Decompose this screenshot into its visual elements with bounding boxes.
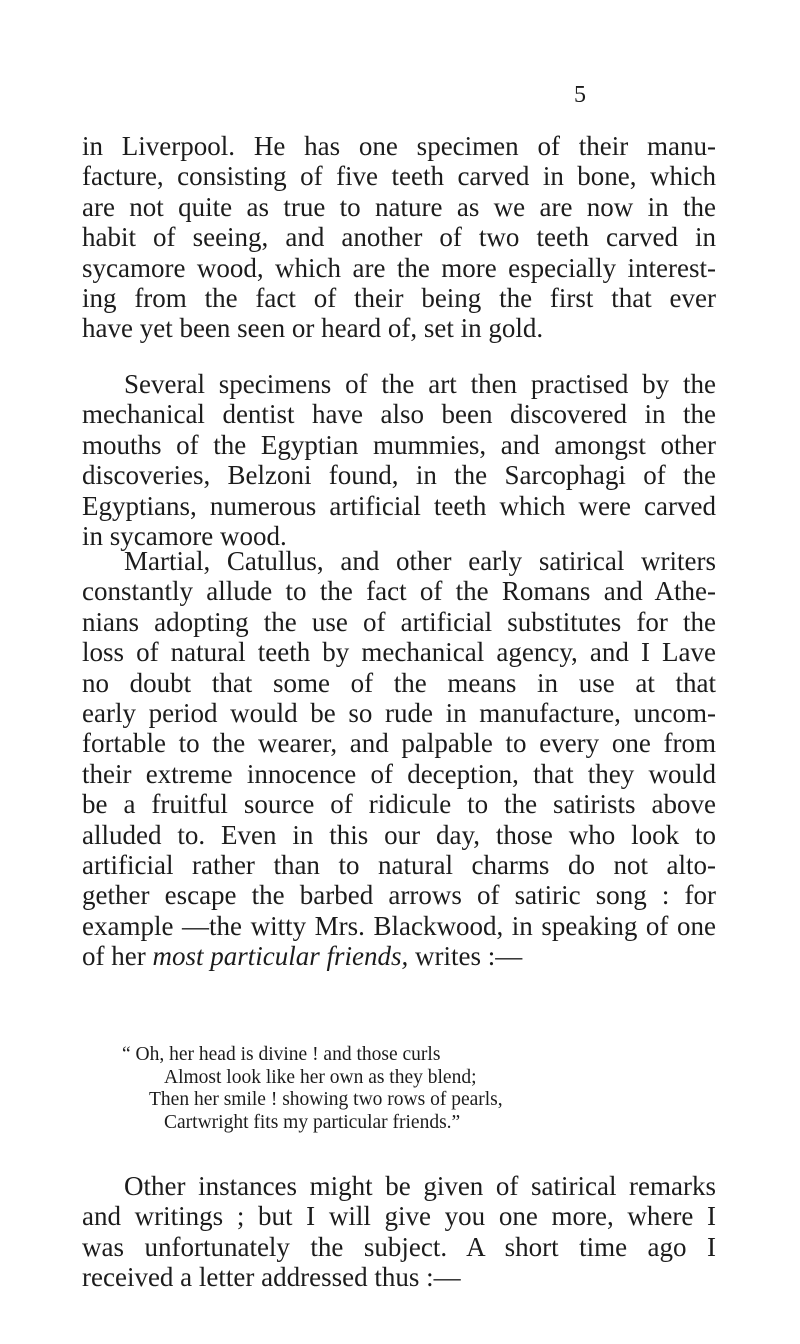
text-line: have yet been seen or heard of, set in gold. bbox=[82, 313, 544, 344]
text-line: constantly allude to the fact of the Romans and Athe- bbox=[82, 576, 716, 607]
text-line: be a fruitful source of ridicule to the satirists above bbox=[82, 789, 716, 820]
text-line: Martial, Catullus, and other early satirical writers bbox=[124, 546, 716, 576]
text-span: writes :— bbox=[408, 941, 523, 972]
text-line: gether escape the barbed arrows of satiric song : for bbox=[82, 880, 716, 911]
text-line: sycamore wood, which are the more especially interest- bbox=[82, 252, 716, 283]
verse-line: Then her smile ! showing two rows of pearls, bbox=[149, 1089, 503, 1111]
text-line: no doubt that some of the means in use at that bbox=[82, 667, 716, 698]
paragraph-5 bbox=[82, 1171, 716, 1293]
verse-line: “ Oh, her head is divine ! and those curls bbox=[122, 1044, 441, 1065]
text-line: mouths of the Egyptian mummies, and amongst other bbox=[82, 429, 716, 460]
text-line: example —the witty Mrs. Blackwood, in speaking of one bbox=[82, 910, 716, 941]
paragraph-3 bbox=[82, 546, 716, 971]
text-line: in sycamore wood. bbox=[82, 520, 287, 551]
text-line: artificial rather than to natural charms do not alto- bbox=[82, 849, 716, 880]
text-line: Egyptians, numerous artificial teeth which were carved bbox=[82, 490, 716, 521]
verse-line: Almost look like her own as they blend; bbox=[164, 1066, 477, 1088]
text-line: Other instances might be given of satirical remarks bbox=[124, 1171, 716, 1201]
text-line: nians adopting the use of artificial substitutes for the bbox=[82, 606, 716, 637]
verse-line: Cartwright fits my particular friends.” bbox=[164, 1111, 461, 1133]
text-line: discoveries, Belzoni found, in the Sarcophagi of the bbox=[82, 460, 716, 491]
text-line: are not quite as true to nature as we are now in the bbox=[82, 191, 716, 222]
text-line: received a letter addressed thus :— bbox=[82, 1262, 461, 1293]
text-line: early period would be so rude in manufacture, uncom- bbox=[82, 697, 716, 728]
text-line: in Liverpool. He has one specimen of their manu- bbox=[82, 131, 716, 161]
page-number: 5 bbox=[574, 82, 586, 108]
verse-quotation bbox=[82, 1044, 716, 1134]
paragraph-1 bbox=[82, 131, 716, 344]
text-line: habit of seeing, and another of two teeth carved in bbox=[82, 222, 716, 253]
text-line: fortable to the wearer, and palpable to every one from bbox=[82, 728, 716, 759]
text-line: alluded to. Even in this our day, those who look to bbox=[82, 819, 716, 850]
text-line: and writings ; but I will give you one more, where I bbox=[82, 1201, 716, 1232]
italic-phrase: most particular friends, bbox=[152, 941, 409, 972]
text-span: of her bbox=[82, 941, 153, 972]
text-line: their extreme innocence of deception, that they would bbox=[82, 758, 716, 789]
text-line: Several specimens of the art then practised by the bbox=[124, 369, 716, 399]
text-line: mechanical dentist have also been discovered in the bbox=[82, 399, 716, 430]
text-line: ing from the fact of their being the first that ever bbox=[82, 282, 716, 313]
paragraph-2 bbox=[82, 369, 716, 551]
text-line bbox=[82, 941, 716, 971]
text-line: facture, consisting of five teeth carved in bone, which bbox=[82, 161, 716, 192]
text-line: loss of natural teeth by mechanical agency, and I Lave bbox=[82, 637, 716, 668]
text-line: was unfortunately the subject. A short time ago I bbox=[82, 1231, 716, 1262]
